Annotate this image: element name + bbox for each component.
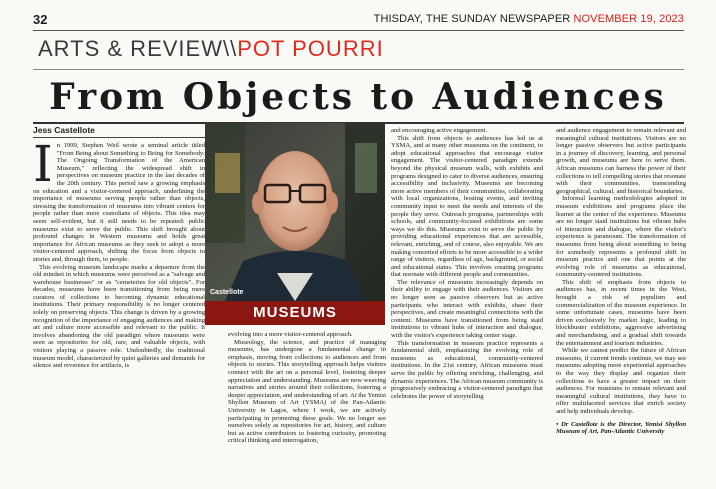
photo-banner: MUSEUMS [205,301,385,325]
author-photo [205,123,385,325]
article-paragraph: evolving into a more visitor-centered approach. [228,331,353,338]
article-paragraph: and audience engagement to remain relevant and meaningful cultural institutions. Visitors are no longer passive observers but active participants in a journey of discovery, learning, and personal growth, and museums are here to serve them. African museums can harness the power of their collections to tell compelling stories that resonate with their communities, transcending geographical, cultural, and historical boundaries. [556,127,686,195]
section-secondary: POT POURRI [237,36,384,61]
article-paragraph: Informal learning methodologies adopted in museum exhibitions and programs place the learner at the center of the experience. Museums are no longer staid institutions but vibrant hubs of interaction and dialogue, where the visitor's experience is paramount. The transformation of museums from being about something to being for somebody represents a profound shift in museum practice and one that points at the evolving role of museums as educational, community-centered institutions. [556,195,686,279]
masthead [33,12,684,28]
issue-date: NOVEMBER 19, 2023 [573,13,684,25]
byline: Jess Castellote [33,125,95,135]
section-primary: ARTS & REVIEW [38,36,223,61]
paragraph-text: n 1999, Stephen Weil wrote a seminal article titled "From Being about Something to Being for Somebody: The Ongoing Transformation of the American Museum," reflecting the widespread shift in perspectives on museum practice in the last decades of the 20th century. This period saw a growing emphasis on education and a visitor-centered approach, underlining the importance of museums serving people rather than objects, stressing the transformation of museums into vibrant centers for people rather than mere custodians of objects. This idea may seem self-evident, but it still needs to be repeated: public museums exist to serve the public. This shift brought about profound changes in Western museums and holds great importance for African museums as they seek to adopt a more visitor-centered approach, shifting the focus from objects to stories and, through them, to people. [33,142,205,263]
article-paragraph: This transformation in museum practice represents a fundamental shift, emphasizing the evolving role of museums as educational, community-centered institutions. In the 21st century, African museums must serve the public by offering enriching, challenging, and dynamic experiences. The African museum community is progressively embracing a visitor-centered paradigm that celebrates the power of storytelling [391,339,543,400]
article-paragraph: The relevance of museums increasingly depends on their ability to engage with their audiences. Visitors are no longer seen as passive observers but as active participants who interact with exhibits, share their perspectives, and create meaningful connections with the content. Museums have transitioned from being staid institutions to vibrant hubs of interaction and dialogue, with the visitor's experience taking center stage. [391,278,543,340]
section-heading [38,36,384,62]
article-paragraph: This evolving museum landscape marks a departure from the old mindset in which museums were perceived as a "salvage and warehouse businesses" or as "cemeteries for old objects". For decades, museums have been transitioning from being mere curators of collections to becoming dynamic educational institutions. Their primary responsibility is no longer centered solely on preserving objects. This change is driven by a growing recognition of the importance of engaging audiences and making art and culture more accessible and relevant to the public. It involves abandoning the old paradigm where museums were seen as repositories for old, rare, and valuable objects, with visitors playing a passive role. Undoubtedly, the traditional museum model, characterized by quiet galleries and demands for silence and reverence for artifacts, is [33,263,205,370]
drop-cap: I [33,142,53,193]
article-column-3 [391,127,543,483]
article-paragraph: This shift of emphasis from objects to audiences has, in recent times in the West, brought a risk of populism and commercialization of the museum experience. In some unfortunate cases, museums have been driven exclusively by market logic, leading to blockbuster exhibitions, aggressive advertising and merchandising, and a gradual shift towards the entertainment and tourism industries. [556,278,686,347]
portrait-image [205,123,385,301]
section-separator: \\ [222,36,238,61]
article-paragraph: While we cannot predict the future of African museums, if current trends continue, we may see museums adopting more experiential approaches to the way they display and organize their collections to have a greater impact on their audiences. For museums to remain relevant and meaningful cultural institutions, they have to offer multifaceted services that enrich society and help individuals develop. [556,347,686,415]
article-paragraph: Museology, the science, and practice of managing museums, has undergone a fundamental change in emphasis, moving from collections to audiences and from objects to stories. This storytelling approach helps visitors connect with the art on a personal level, fostering deeper appreciation and understanding. Museums are now weaving narratives and stories around their collections, fostering a deeper appreciation, and understanding of art. At the Yemisi Shyllon Museum of Art (YSMA) of the Pan-Atlantic University in Lagos, where I work, we are actively participating in promoting these goals. We no longer see ourselves solely as repositories for art, history, and culture but as active contributors to fostering curiosity, promoting critical thinking and interrogation, [228,338,386,445]
article-paragraph: This shift from objects to audiences has led us at YSMA, and at many other museums on the continent, to adopt educational approaches that encourage visitor engagement. The visitor-centered paradigm extends beyond the physical museum walls, with exhibits and programs designed to cater to diverse audiences, ensuring accessibility and inclusivity. Museums are becoming more active members of their communities, collaborating with local organizations, hosting events, and inviting community input to meet the needs and interests of the people they serve. Outreach programs, partnerships with schools, and community-focused exhibitions are some ways we do this. Museums exist to serve the public by providing educational experiences that are accessible, relevant, enriching, and of course, also enjoyable. We are making concerted efforts to be more accessible to a wider range of visitors, regardless of age, background, or social and educational status. This involves creating programs that resonate with different people and communities. [391,134,543,279]
author-signature: • Dr Castellote is the Director, Yemisi Shyllon Museum of Art, Pan-Atlantic University [556,420,686,436]
article-paragraph: and encouraging active engagement. [391,127,487,134]
page-number: 32 [33,12,48,27]
article-column-2 [228,331,386,483]
masthead-rule [33,30,684,31]
article-column-4 [556,127,686,483]
publication-name: THISDAY, THE SUNDAY NEWSPAPER [373,13,571,25]
photo-credit: Castellote [210,289,244,296]
article-column-1 [33,142,205,482]
article-paragraph [33,142,205,264]
section-rule [33,69,684,70]
article-headline: From Objects to Audiences [49,76,667,118]
publication-info [374,13,684,25]
byline-rule [33,137,205,138]
